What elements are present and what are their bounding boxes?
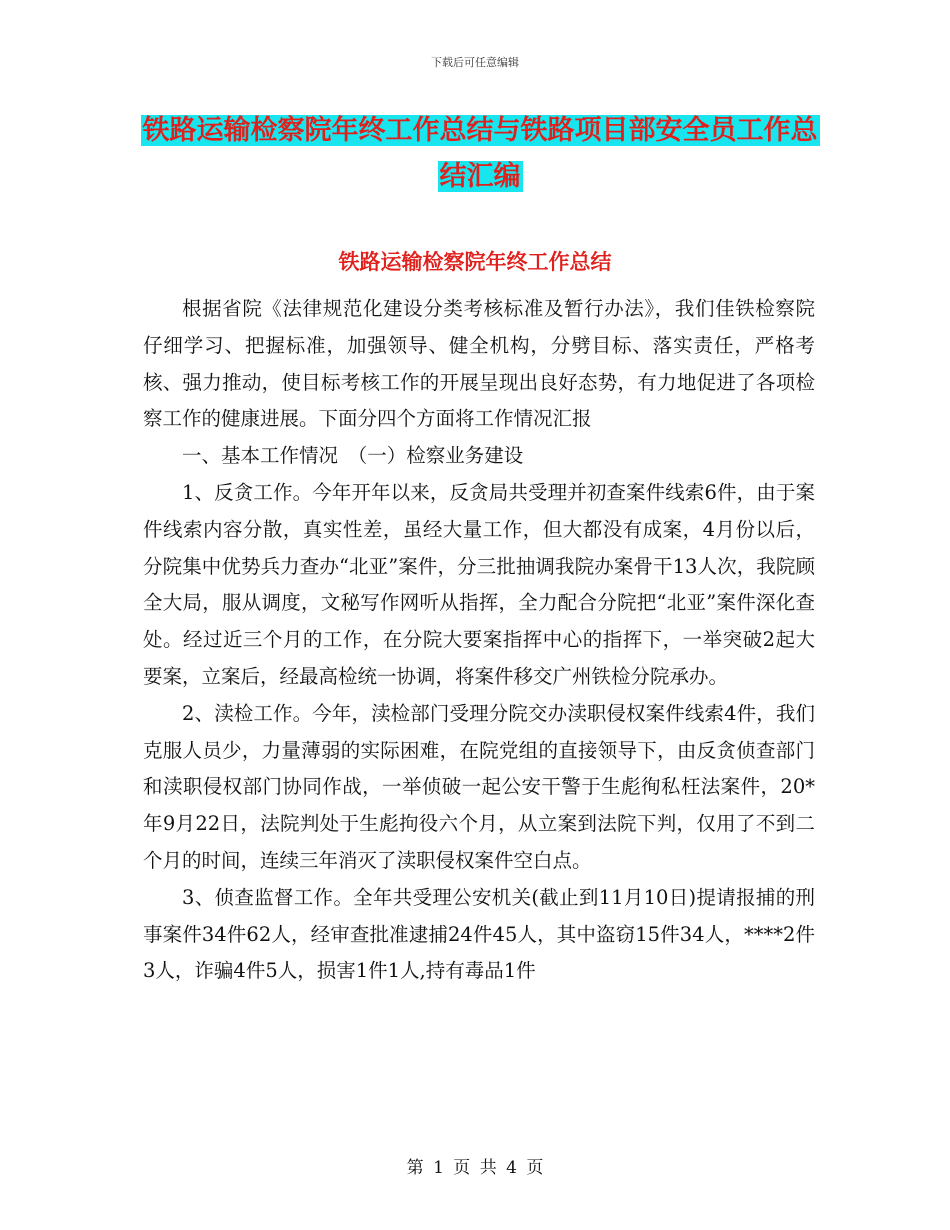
paragraph-anti-corruption: 1、反贪工作。今年开年以来，反贪局共受理并初查案件线索6件，由于案件线索内容分散，真实性差，虽经大量工作，但大都没有成案，4月份以后，分院集中优势兵力查办“北亚”案件，分三批抽调我院办案骨干13人次，我院顾全大局，服从调度，文秘写作网听从指挥，全力配合分院把“北亚”案件深化查处。经过近三个月的工作，在分院大要案指挥中心的指挥下，一举突破2起大要案，立案后，经最高检统一协调，将案件移交广州铁检分院承办。 xyxy=(143,480,815,688)
document-main-title xyxy=(140,108,820,200)
paragraph-dereliction: 2、渎检工作。今年，渎检部门受理分院交办渎职侵权案件线索4件，我们克服人员少，力量薄弱的实际困难，在院党组的直接领导下，由反贪侦查部门和渎职侵权部门协同作战，一举侦破一起公安干警于生彪徇私枉法案件，20*年9月22日，法院判处于生彪拘役六个月，从立案到法院下判，仅用了不到二个月的时间，连续三年消灭了渎职侵权案件空白点。 xyxy=(143,701,815,872)
header-note: 下载后可任意编辑 xyxy=(431,56,519,69)
page-footer: 第 1 页 共 4 页 xyxy=(406,1158,544,1178)
paragraph-heading-basic-work: 一、基本工作情况 （一）检察业务建设 xyxy=(182,444,524,468)
document-body xyxy=(143,291,815,990)
paragraph-intro: 根据省院《法律规范化建设分类考核标准及暂行办法》，我们佳铁检察院仔细学习、把握标准，加强领导、健全机构，分劈目标、落实责任，严格考核、强力推动，使目标考核工作的开展呈现出良好态势，有力地促进了各项检察工作的健康进展。下面分四个方面将工作情况汇报 xyxy=(143,297,815,431)
paragraph-investigation-supervision: 3、侦查监督工作。全年共受理公安机关(截止到11月10日)提请报捕的刑事案件34件62人，经审查批准逮捕24件45人，其中盗窃15件34人，****2件3人，诈骗4件5人，损害1件1人,持有毒品1件 xyxy=(143,885,815,983)
main-title-text: 铁路运输检察院年终工作总结与铁路项目部安全员工作总结汇编 xyxy=(142,115,818,192)
section-title: 铁路运输检察院年终工作总结 xyxy=(338,249,612,274)
